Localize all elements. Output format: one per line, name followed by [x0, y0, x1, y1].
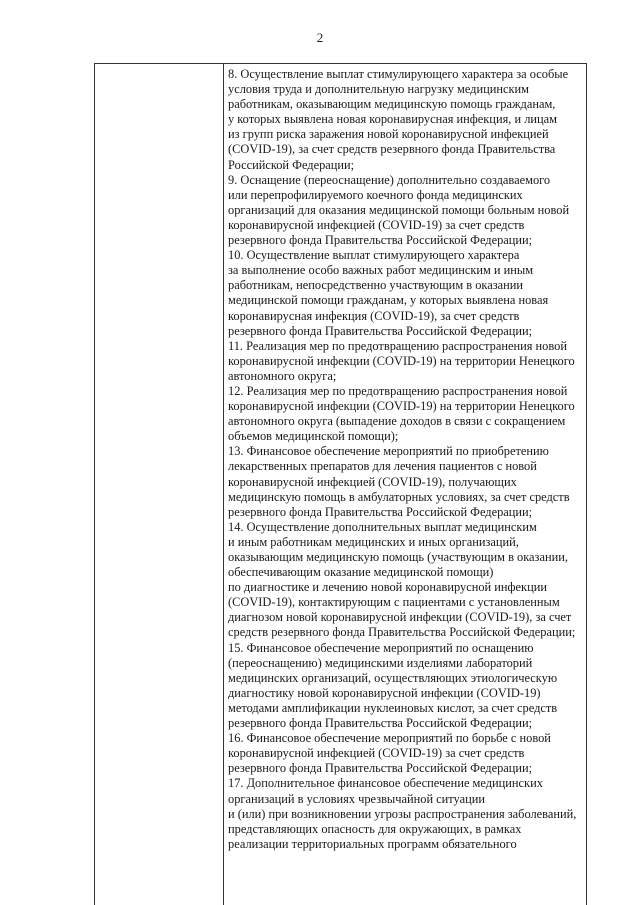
- text-line: резервного фонда Правительства Российской Федерации;: [228, 761, 533, 776]
- text-line: оказывающим медицинскую помощь (участвующим в оказании,: [228, 550, 568, 564]
- text-line: лекарственных препаратов для лечения пациентов с новой: [228, 459, 537, 474]
- text-line: работникам, непосредственно участвующим в оказании: [228, 278, 524, 293]
- text-line: из групп риска заражения новой коронавирусной инфекцией: [228, 127, 549, 142]
- text-line: и иным работникам медицинских и иных организаций,: [228, 534, 519, 549]
- text-line: коронавирусной инфекции (COVID-19) на территории Ненецкого: [228, 353, 575, 368]
- text-line: автономного округа (выпадение доходов в связи с сокращением: [228, 414, 566, 429]
- text-line: (переоснащению) медицинскими изделиями лабораторий: [228, 655, 533, 670]
- text-line: 16. Финансовое обеспечение мероприятий по борьбе с новой: [228, 731, 551, 746]
- text-line: 11. Реализация мер по предотвращению распространения новой: [228, 338, 567, 353]
- text-line: (COVID-19), за счет средств резервного фонда Правительства: [228, 142, 556, 157]
- text-line: обеспечивающим оказание медицинской помощи): [228, 565, 494, 580]
- column-divider: [223, 64, 224, 905]
- text-line: диагнозом новой коронавирусной инфекции (COVID-19), за счет: [228, 610, 572, 625]
- text-line: реализации территориальных программ обязательного: [228, 836, 517, 851]
- text-line: 12. Реализация мер по предотвращению распространения новой: [228, 383, 568, 398]
- text-line: или перепрофилируемого коечного фонда медицинских: [228, 187, 523, 202]
- text-line: коронавирусная инфекция (COVID-19), за счет средств: [228, 308, 520, 323]
- text-line: резервного фонда Правительства Российской Федерации;: [228, 716, 533, 731]
- text-line: 17. Дополнительное финансовое обеспечение медицинских: [228, 776, 543, 791]
- text-line: автономного округа;: [228, 368, 337, 383]
- text-line: по диагностике и лечению новой коронавирусной инфекции: [228, 580, 547, 595]
- text-line: резервного фонда Правительства Российской Федерации;: [228, 504, 533, 519]
- page-number: 2: [316, 30, 324, 45]
- text-line: диагностику новой коронавирусной инфекции (COVID-19): [228, 685, 541, 700]
- text-line: резервного фонда Правительства Российской Федерации;: [228, 323, 533, 338]
- text-line: (COVID-19), контактирующим с пациентами с установленным: [228, 595, 560, 610]
- text-line: представляющих опасность для окружающих, в рамках: [228, 821, 522, 836]
- text-line: условия труда и дополнительную нагрузку медицинским: [228, 82, 529, 97]
- text-line: организаций в условиях чрезвычайной ситуации: [228, 791, 485, 806]
- text-line: 9. Оснащение (переоснащение) дополнительно создаваемого: [228, 172, 551, 187]
- text-line: средств резервного фонда Правительства Российской Федерации;: [228, 625, 576, 640]
- text-line: за выполнение особо важных работ медицинским и иным: [228, 263, 534, 278]
- text-line: коронавирусной инфекцией (COVID-19) за счет средств: [228, 746, 525, 761]
- text-line: у которых выявлена новая коронавирусная инфекция, и лицам: [228, 112, 557, 127]
- text-line: 8. Осуществление выплат стимулирующего характера за особые: [228, 67, 569, 81]
- text-line: медицинской помощи гражданам, у которых выявлена новая: [228, 293, 549, 308]
- text-line: 15. Финансовое обеспечение мероприятий по оснащению: [228, 640, 534, 655]
- text-line: организаций для оказания медицинской помощи больным новой: [228, 202, 570, 217]
- text-line: коронавирусной инфекцией (COVID-19) за счет средств: [228, 217, 525, 232]
- text-line: работникам, оказывающим медицинскую помощь гражданам,: [228, 97, 556, 112]
- text-line: коронавирусной инфекции (COVID-19) на территории Ненецкого: [228, 399, 575, 414]
- text-line: медицинских организаций, осуществляющих этиологическую: [228, 670, 558, 685]
- text-line: методами амплификации нуклеиновых кислот, за счет средств: [228, 700, 558, 715]
- text-line: 10. Осуществление выплат стимулирующего характера: [228, 248, 520, 263]
- text-line: 13. Финансовое обеспечение мероприятий по приобретению: [228, 444, 549, 459]
- document-table: [94, 63, 587, 905]
- text-line: резервного фонда Правительства Российской Федерации;: [228, 233, 533, 248]
- text-line: и (или) при возникновении угрозы распространения заболеваний,: [228, 806, 577, 821]
- text-line: объемов медицинской помощи);: [228, 429, 399, 444]
- text-line: 14. Осуществление дополнительных выплат медицинским: [228, 519, 537, 534]
- text-line: медицинскую помощь в амбулаторных условиях, за счет средств: [228, 489, 570, 504]
- text-line: коронавирусной инфекцией (COVID-19), получающих: [228, 474, 517, 489]
- text-line: Российской Федерации;: [228, 157, 355, 172]
- content-cell: [228, 67, 588, 852]
